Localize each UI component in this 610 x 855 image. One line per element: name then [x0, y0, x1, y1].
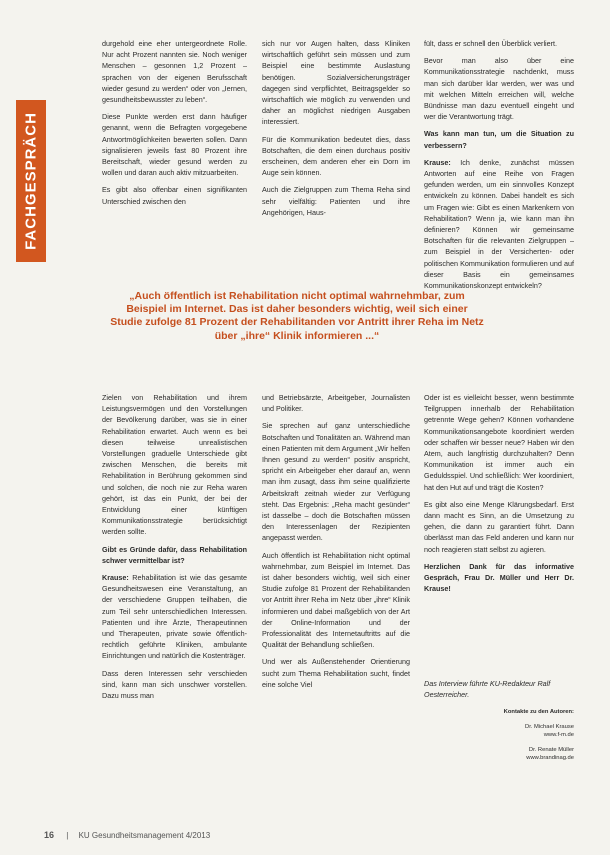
paragraph: Auch öffentlich ist Rehabilitation nicht optimal wahrnehmbar, zum Beispiel im Internet. Das ist daher besonders wichtig, weil sich einer Studie zufolge 81 Prozent der Rehabilitanden vor Antritt ihrer Reha im Netz über „ihre“ Klinik informieren und dabei maßgeblich von der Art der Online-Information und der Professionalität des Internetauftritts auf die Qualität der Behandlung schließen.	[262, 550, 410, 650]
lower-column-2	[262, 392, 410, 696]
paragraph: Zielen von Rehabilitation und ihrem Leistungsvermögen und den Vorstellungen der Bevölkerung darüber, was sie in einer Rehabilitation erwartet. Auch wenn es bei diesen teilweise unrealistischen Vorstellungen graduelle Unterschiede gibt zwischen Menschen, die bereits mit Rehabilitation in Berührung gekommen sind und solchen, die noch nie zur Reha waren gehört, ist das ein Punkt, der bei der Entwicklung einer künftigen Kommunikationsstrategie berücksichtigt werden sollte.	[102, 393, 247, 537]
contact-web: www.brandinag.de	[526, 755, 574, 761]
footer-divider: |	[66, 831, 69, 840]
answer-text: Rehabilitation ist wie das gesamte Gesundheitswesen eine Veranstaltung, an der verschiedene Gruppen teilhaben, die zum Teil sehr unterschiedlichen Interessen. Patienten und ihre Ärzte, Therapeutinnen und Therapeuten, private sowie öffentlich-rechtlich geführte Kliniken, ambulante Einrichtungen und natürlich die Kostenträger.	[102, 573, 247, 661]
paragraph: sich nur vor Augen halten, dass Kliniken wirtschaftlich geführt sein müssen und zum Beispiel eine bestimmte Auslastung benötigen. Sozialversicherungsträger dagegen sind verpflichtet, Beitragsgelder so wirtschaftlich wie möglich zu verwenden und daher an möglichst niedrigen Ausgaben interessiert.	[262, 39, 410, 127]
paragraph: Auch die Zielgruppen zum Thema Reha sind sehr vielfältig: Patienten und ihre Angehörigen, Haus-	[262, 185, 410, 217]
paragraph: Sie sprechen auf ganz unterschiedliche Botschaften und Tonalitäten an. Während man einen Patienten mit dem Argument „Wir helfen Ihnen gesund zu werden“ positiv anspricht, spricht ein Arbeitgeber eher darauf an, wenn man ihm zusagt, dass ihm seine qualifizierte Arbeitskraft zeitnah wieder zur Verfügung steht. Das Ergebnis: „Reha macht gesünder“ ist dasselbe – doch die Botschaften müssen den Interessenlagen der Rezipienten angepasst werden.	[262, 421, 410, 543]
paragraph: Für die Kommunikation bedeutet dies, dass Botschaften, die dem einen durchaus positiv erscheinen, dem anderen eher ein Dorn im Auge sein können.	[262, 134, 410, 178]
contact-entry	[424, 746, 574, 763]
speaker-name: Krause:	[102, 573, 129, 583]
closing-thanks: Herzlichen Dank für das informative Gespräch, Frau Dr. Müller und Herr Dr. Krause!	[424, 561, 574, 594]
paragraph: Diese Punkte werden erst dann häufiger genannt, wenn die Befragten vorgegebene Antwortmöglichkeiten bewerten sollen. Dann signalisieren jeweils fast 80 Prozent ihre Bereitschaft, wieder gesund werden zu wollen und daran auch aktiv mitzuarbeiten.	[102, 112, 247, 178]
interview-answer	[102, 572, 247, 662]
paragraph: Bevor man also über eine Kommunikationsstrategie nachdenkt, muss man sich darüber klar werden, wer was und mit welchen Mitteln erreichen will, welche Bündnisse man dazu eventuell eingeht und wer die Verantwortung trägt.	[424, 56, 574, 122]
upper-column-2	[262, 38, 410, 224]
interview-answer	[424, 157, 574, 291]
paragraph: Oder ist es vielleicht besser, wenn bestimmte Teilgruppen innerhalb der Rehabilitation getrennte Wege gehen? Können vorhandene Kommunikationsangebote koordiniert werden oder schaffen wir besser neue? Haben wir den Atem, auch langfristig durchzuhalten? Denn Kommunikation ist immer auch ein Geduldsspiel. Und schließlich: Wer koordiniert, hat den Hut auf und trägt die Kosten?	[424, 393, 574, 492]
paragraph: durgehold eine eher untergeordnete Rolle. Nur acht Prozent nannten sie. Noch weniger Menschen – gesonnen 1,2 Prozent – sprachen von der eigenen Berufsschaft wieder gesund zu werden“ oder von „Iernen, gesundheitsbewusster zu leben“.	[102, 39, 247, 105]
lower-column-1	[102, 392, 247, 707]
interview-credit: Das Interview führte KU-Redakteur Ralf Oesterreicher.	[424, 679, 551, 699]
contact-web: www.f-m.de	[543, 732, 574, 738]
lower-column-3	[424, 392, 574, 600]
paragraph: und Betriebsärzte, Arbeitgeber, Journalisten und Politiker.	[262, 393, 410, 414]
contact-name: Dr. Renate Müller	[528, 746, 574, 753]
journal-name: KU Gesundheitsmanagement 4/2013	[78, 831, 211, 840]
pull-quote: „Auch öffentlich ist Rehabilitation nicht optimal wahrnehmbar, zum Beispiel im Internet. Das ist daher besonders wichtig, weil sich einer Studie zufolge 81 Prozent der Rehabilitanden vor Antritt ihrer Reha im Netz über „ihre“ Klinik informieren ...“	[110, 290, 484, 342]
contact-title: Kontakte zu den Autoren:	[503, 709, 574, 715]
paragraph: Es gibt also eine Menge Klärungsbedarf. Erst dann macht es Sinn, an die Umsetzung zu gehen, die dann zu garantiert führt. Dann überlässt man das Feld anderen und kann nur noch reagieren statt selbst zu agieren.	[424, 499, 574, 554]
page-number: 16	[44, 830, 55, 840]
contact-name: Dr. Michael Krause	[525, 723, 574, 730]
upper-column-3	[424, 38, 574, 297]
section-label: FACHGESPRÄCH	[22, 112, 40, 250]
interview-question: Was kann man tun, um die Situation zu verbessern?	[424, 129, 574, 150]
paragraph: Es gibt also offenbar einen signifikanten Unterschied zwischen den	[102, 185, 247, 206]
page-footer	[44, 830, 210, 840]
paragraph: fült, dass er schnell den Überblick verliert.	[424, 39, 558, 48]
upper-column-1	[102, 38, 247, 213]
interview-question: Gibt es Gründe dafür, dass Rehabilitation schwer vermittelbar ist?	[102, 544, 247, 565]
section-tab	[16, 100, 46, 262]
paragraph: Dass deren Interessen sehr verschieden sind, kann man sich unschwer vorstellen. Dazu muss man	[102, 668, 247, 701]
contact-entry	[424, 723, 574, 740]
credits	[424, 678, 574, 769]
speaker-name: Krause:	[424, 157, 451, 167]
paragraph: Und wer als Außenstehender Orientierung sucht zum Thema Rehabilitation sucht, findet eine solche Viel	[262, 657, 410, 689]
answer-text: Ich denke, zunächst müssen Antworten auf eine Reihe von Fragen gefunden werden, um ein sinnvolles Konzept entwickeln zu können. Dabei handelt es sich um Fragen wie: Gibt es einen Markenkern von Rehabilitation? Wenn ja, wie kann man ihn definieren? Können wir gemeinsame Botschaften für die relevanten Zielgruppen – zum Beispiel in der Versicherten- oder politischen Kommunikation formulieren und auf dieser Basis ein gemeinsames Kommunikationskonzept entwickeln?	[424, 157, 574, 291]
